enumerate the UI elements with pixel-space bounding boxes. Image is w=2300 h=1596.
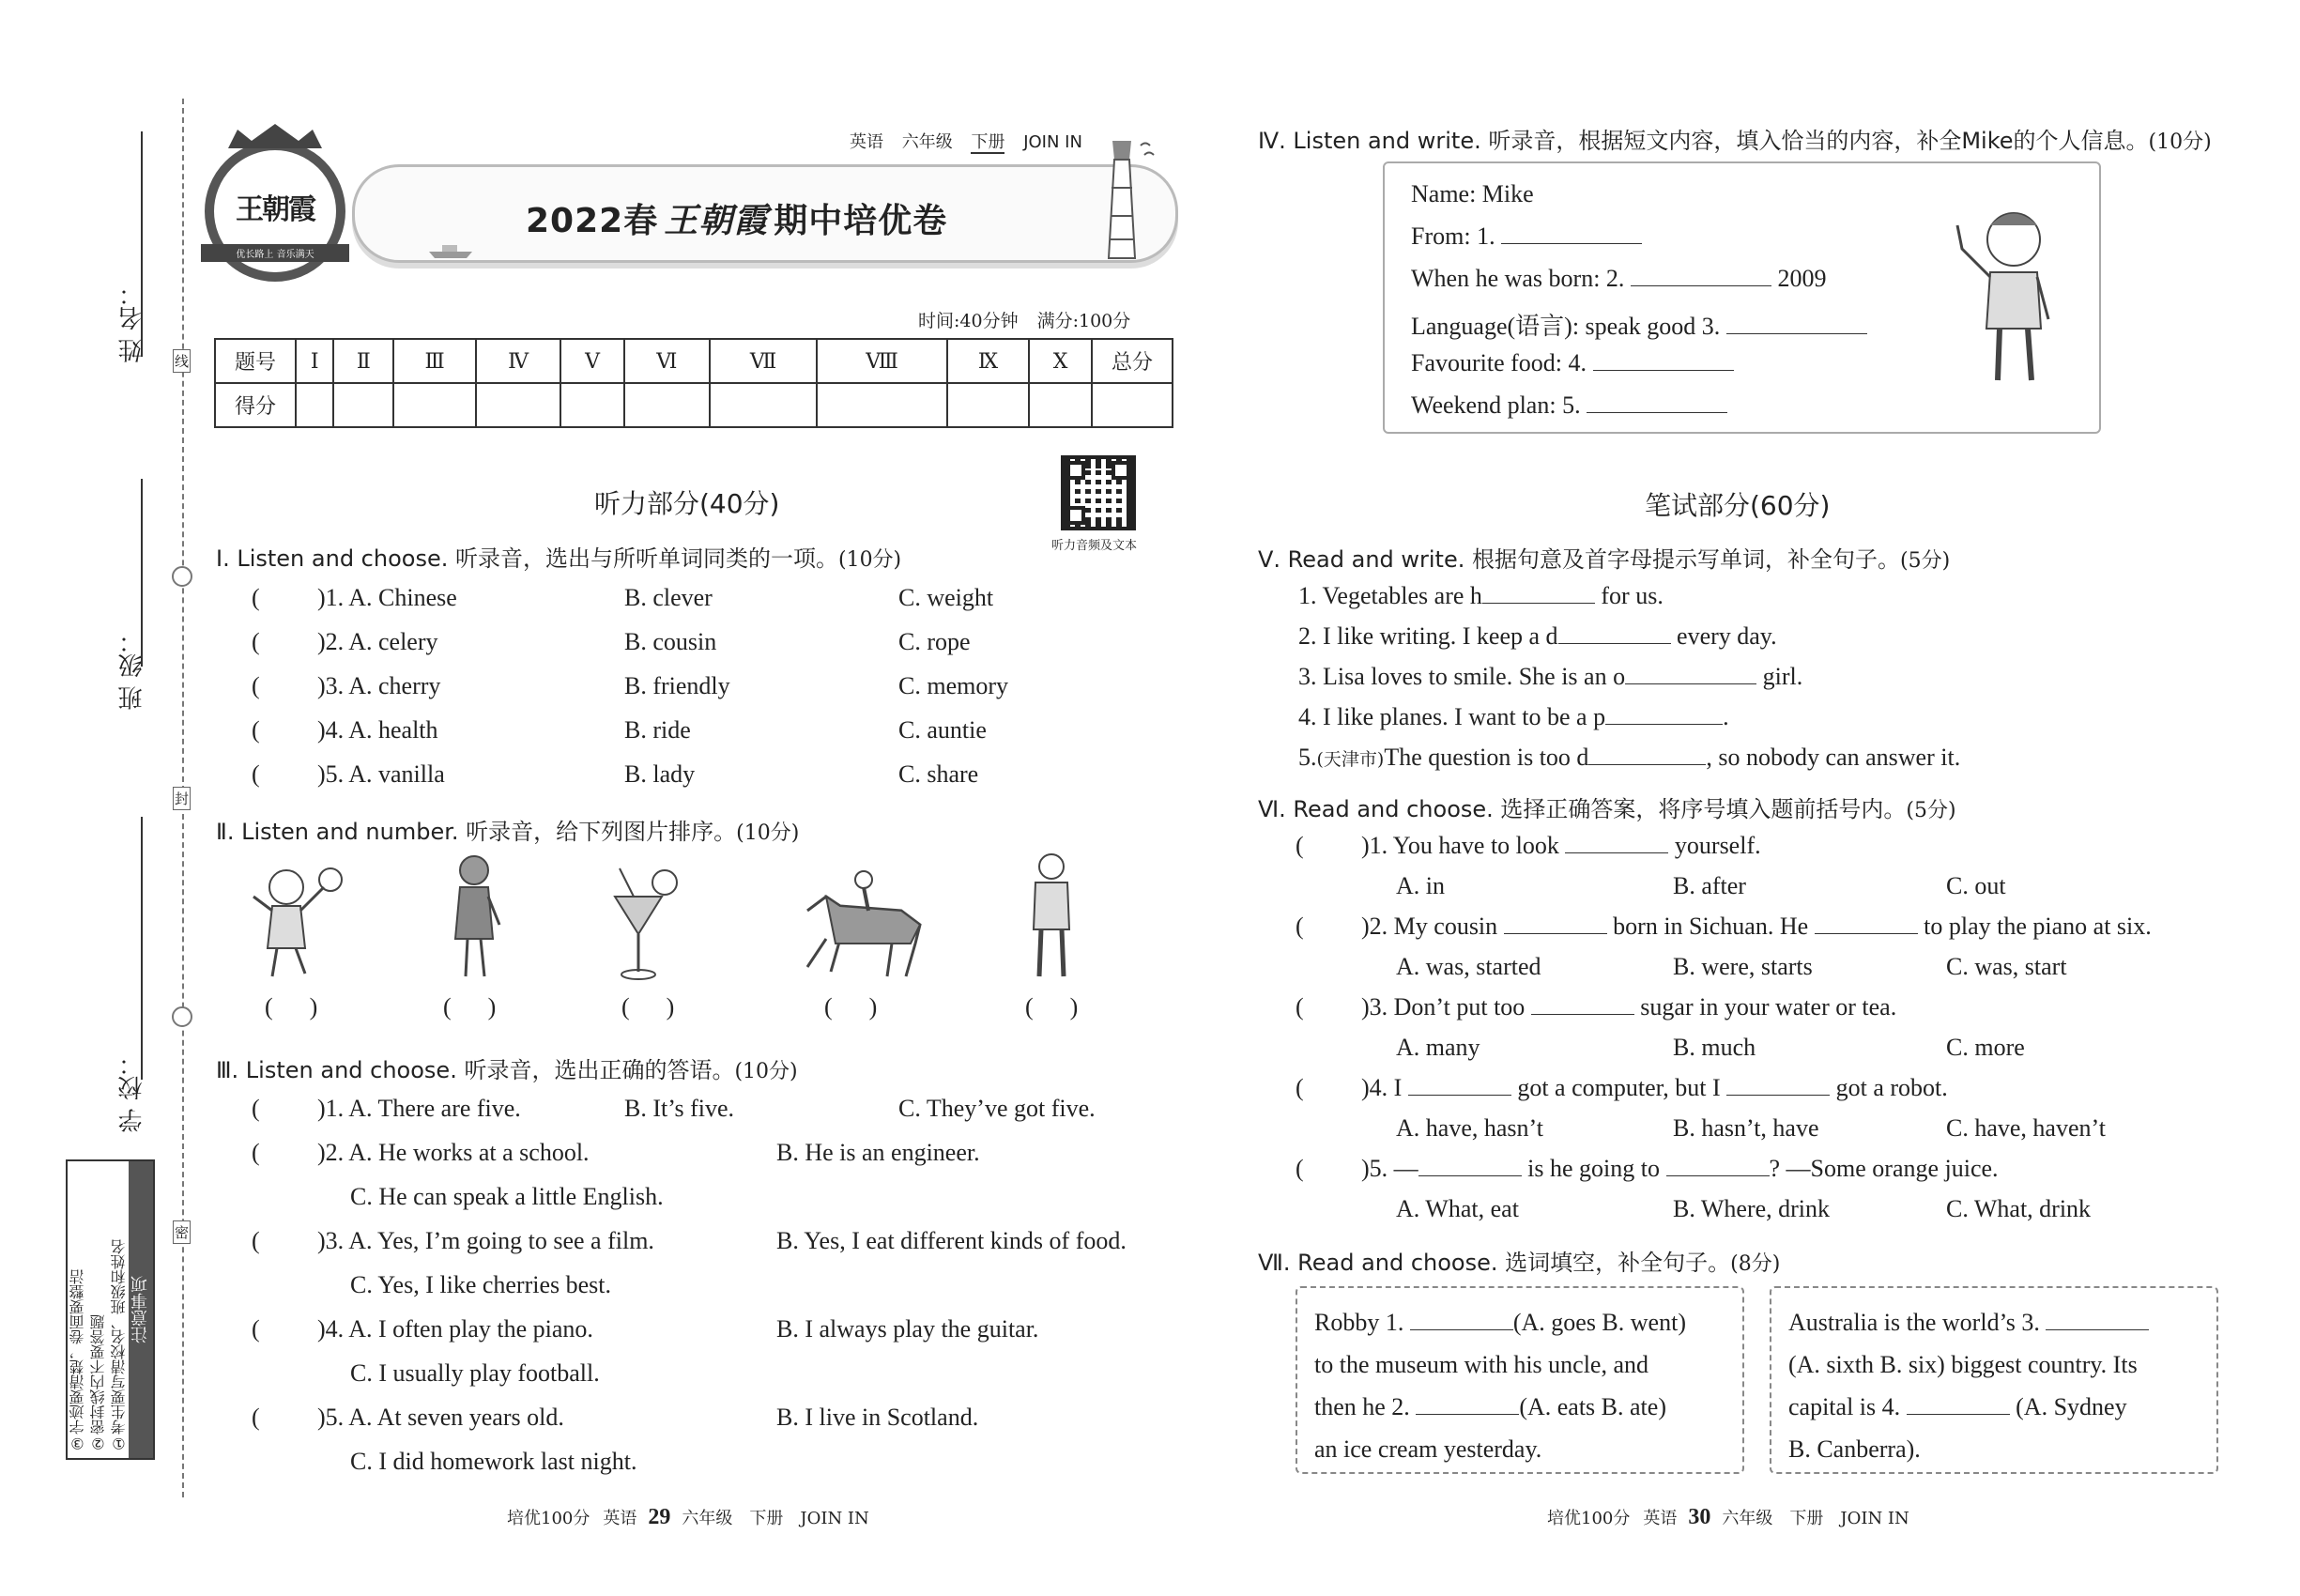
question-text: ? —Some orange juice. bbox=[1769, 1155, 1999, 1182]
cloze-text: Robby 1. bbox=[1314, 1309, 1404, 1336]
answer-blank[interactable] bbox=[1565, 833, 1668, 853]
name-label: 姓 名： bbox=[118, 282, 146, 363]
cloze-line bbox=[1788, 1301, 2200, 1343]
answer-blank[interactable] bbox=[1410, 1310, 1513, 1330]
answer-blank[interactable] bbox=[1531, 994, 1634, 1015]
question-option-c: C. He can speak a little English. bbox=[350, 1183, 664, 1210]
score-input[interactable] bbox=[710, 383, 818, 427]
question-option-a: A. in bbox=[1396, 872, 1445, 899]
question-text: )2. My cousin bbox=[1361, 913, 1498, 940]
footer-subject: 英语 bbox=[1643, 1509, 1678, 1528]
score-input[interactable] bbox=[1029, 383, 1092, 427]
question-option-a: )3. A. cherry bbox=[317, 672, 441, 699]
fill-sentence bbox=[1298, 663, 1802, 691]
table-cell: 题号 bbox=[215, 339, 296, 383]
footer-term: 下册 bbox=[1789, 1509, 1824, 1528]
section-points: (5分) bbox=[1906, 799, 1956, 822]
footer-edition: JOIN IN bbox=[1840, 1509, 1909, 1528]
section-points: (10分) bbox=[837, 548, 902, 572]
answer-blank[interactable] bbox=[1418, 1156, 1522, 1176]
table-cell: Ⅷ bbox=[817, 339, 946, 383]
answer-blank[interactable] bbox=[1593, 350, 1734, 371]
title-suffix: 期中培优卷 bbox=[774, 202, 948, 240]
question-text: is he going to bbox=[1527, 1155, 1661, 1182]
question-option-a: )3. A. Yes, I’m going to see a film. bbox=[317, 1227, 654, 1254]
title-prefix: 2022春 bbox=[526, 202, 659, 240]
heading-text: Ⅴ. Read and write. 根据句意及首字母提示写单词，补全句子。 bbox=[1258, 546, 1900, 573]
score-input[interactable] bbox=[624, 383, 710, 427]
section-points: (8分) bbox=[1730, 1252, 1781, 1276]
note-item: ②密封线内不要答题 bbox=[89, 1314, 107, 1452]
answer-blank[interactable] bbox=[1726, 1075, 1830, 1096]
time-limit: 时间:40分钟 bbox=[918, 311, 1019, 331]
score-input[interactable] bbox=[560, 383, 623, 427]
info-label: From: 1. bbox=[1411, 223, 1495, 250]
table-cell: Ⅹ bbox=[1029, 339, 1092, 383]
answer-bracket[interactable]: ( bbox=[1296, 993, 1304, 1021]
section-3-heading bbox=[216, 1051, 798, 1084]
table-cell: Ⅸ bbox=[947, 339, 1030, 383]
section-5-heading bbox=[1258, 541, 1950, 574]
fill-sentence bbox=[1298, 622, 1777, 651]
sentence-number: 5. bbox=[1298, 744, 1317, 771]
info-label: Favourite food: 4. bbox=[1411, 349, 1587, 376]
answer-bracket[interactable]: ( bbox=[1296, 1074, 1304, 1101]
info-born bbox=[1411, 265, 1826, 293]
footer-grade: 六年级 bbox=[682, 1509, 733, 1528]
fill-sentence bbox=[1298, 744, 1960, 772]
cloze-line: B. Canberra). bbox=[1788, 1435, 1921, 1463]
footer-series: 培优100分 bbox=[1547, 1509, 1631, 1528]
answer-bracket[interactable]: ( ) bbox=[443, 993, 497, 1021]
table-cell: Ⅲ bbox=[393, 339, 476, 383]
heading-text: Ⅶ. Read and choose. 选词填空，补全句子。 bbox=[1258, 1250, 1731, 1276]
question-option-c: C. auntie bbox=[898, 716, 987, 744]
notes-box bbox=[66, 1159, 155, 1460]
school-label: 学 校： bbox=[118, 1051, 146, 1133]
table-cell: Ⅴ bbox=[560, 339, 623, 383]
choice-question bbox=[1361, 1155, 1999, 1183]
cloze-text: then he 2. bbox=[1314, 1393, 1410, 1420]
question-option-b: B. much bbox=[1673, 1034, 1756, 1061]
answer-blank[interactable] bbox=[1726, 314, 1867, 334]
question-option-c: C. was, start bbox=[1946, 953, 2067, 980]
question-option-c: C. out bbox=[1946, 872, 2006, 899]
heading-text: Ⅳ. Listen and write. 听录音，根据短文内容，填入恰当的内容，补全Mike的个人信息。 bbox=[1258, 128, 2149, 154]
question-option-c: C. I did homework last night. bbox=[350, 1448, 637, 1475]
question-option-a: A. What, eat bbox=[1396, 1195, 1519, 1222]
qr-caption: 听力音频及文本 bbox=[1051, 539, 1138, 553]
footer-right bbox=[1547, 1505, 1909, 1530]
school-line bbox=[141, 817, 143, 1080]
region-tag: (天津市) bbox=[1316, 749, 1385, 770]
question-option-c: C. They’ve got five. bbox=[898, 1095, 1096, 1122]
drink-glass-picture bbox=[601, 864, 685, 990]
cut-mark: 封 bbox=[173, 787, 191, 810]
question-option-b: B. clever bbox=[624, 584, 713, 611]
choice-question bbox=[1361, 1074, 1948, 1102]
sentence-text: for us. bbox=[1601, 582, 1664, 609]
footer-edition: JOIN IN bbox=[800, 1509, 869, 1528]
answer-bracket[interactable]: ( bbox=[252, 628, 260, 655]
cloze-line: (A. sixth B. six) biggest country. Its bbox=[1788, 1351, 2138, 1378]
grade-label: 六年级 bbox=[901, 132, 953, 152]
fill-sentence bbox=[1298, 582, 1664, 610]
heading-text: Ⅲ. Listen and choose. 听录音，选出正确的答语。 bbox=[216, 1057, 735, 1083]
question-option-a: )1. A. Chinese bbox=[317, 584, 457, 611]
section-points: (10分) bbox=[2148, 130, 2212, 154]
answer-bracket[interactable]: ( bbox=[252, 1404, 260, 1431]
cut-mark: 线 bbox=[173, 349, 191, 373]
qr-code-icon bbox=[1061, 455, 1136, 530]
answer-bracket[interactable]: ( bbox=[252, 1315, 260, 1343]
info-label: When he was born: 2. bbox=[1411, 265, 1625, 292]
score-input[interactable] bbox=[296, 383, 333, 427]
notes-title: 注意事项 bbox=[129, 1161, 153, 1458]
note-item: ③字迹要清楚，卷面要整洁 bbox=[69, 1269, 86, 1452]
choice-question bbox=[1361, 993, 1896, 1021]
question-option-a: )5. A. vanilla bbox=[317, 760, 445, 788]
brand-slogan: 优长路上 音乐满天 bbox=[201, 244, 349, 262]
answer-blank[interactable] bbox=[1482, 583, 1595, 604]
sentence-text: , so nobody can answer it. bbox=[1706, 744, 1961, 771]
brand-name: 王朝霞 bbox=[236, 193, 314, 226]
score-input[interactable] bbox=[817, 383, 946, 427]
question-text: )5. — bbox=[1361, 1155, 1418, 1182]
question-option-b: B. Where, drink bbox=[1673, 1195, 1831, 1222]
answer-bracket[interactable]: ( bbox=[252, 672, 260, 699]
question-option-a: A. many bbox=[1396, 1034, 1480, 1061]
info-from bbox=[1411, 223, 1642, 251]
question-option-c: C. more bbox=[1946, 1034, 2025, 1061]
section-points: (10分) bbox=[736, 821, 800, 845]
answer-bracket[interactable]: ( bbox=[252, 584, 260, 611]
section-points: (5分) bbox=[1900, 549, 1951, 573]
table-cell: 得分 bbox=[215, 383, 296, 427]
question-option-a: )5. A. At seven years old. bbox=[317, 1404, 564, 1431]
score-input[interactable] bbox=[1092, 383, 1173, 427]
question-text: )4. I bbox=[1361, 1074, 1403, 1101]
answer-blank[interactable] bbox=[1408, 1075, 1511, 1096]
title-brand: 王朝霞 bbox=[664, 201, 769, 240]
question-option-b: B. hasn’t, have bbox=[1673, 1114, 1819, 1142]
answer-blank[interactable] bbox=[1815, 913, 1918, 934]
answer-bracket[interactable]: ( ) bbox=[824, 993, 878, 1021]
footer-left bbox=[507, 1505, 869, 1530]
answer-blank[interactable] bbox=[1588, 744, 1706, 765]
sentence-text: every day. bbox=[1677, 622, 1777, 650]
score-input[interactable] bbox=[476, 383, 560, 427]
section-6-heading bbox=[1258, 790, 1956, 823]
question-option-b: B. lady bbox=[624, 760, 696, 788]
answer-blank[interactable] bbox=[1666, 1156, 1770, 1176]
answer-blank[interactable] bbox=[1605, 704, 1723, 725]
question-text: got a computer, but I bbox=[1517, 1074, 1721, 1101]
girl-with-bag-picture bbox=[441, 850, 507, 985]
choice-question bbox=[1361, 913, 2152, 941]
class-label: 班 级： bbox=[118, 629, 146, 711]
info-label: Language(语言): speak good 3. bbox=[1411, 313, 1721, 340]
table-cell: 总分 bbox=[1092, 339, 1173, 383]
table-cell: Ⅰ bbox=[296, 339, 333, 383]
section-4-heading bbox=[1258, 122, 2212, 155]
footer-series: 培优100分 bbox=[507, 1509, 590, 1528]
section-2-heading bbox=[216, 813, 799, 846]
cloze-line bbox=[1314, 1301, 1725, 1343]
sentence-text: 2. I like writing. I keep a d bbox=[1298, 622, 1558, 650]
answer-bracket[interactable]: ( bbox=[1296, 832, 1304, 859]
writing-section-title: 笔试部分(60分) bbox=[1645, 490, 1831, 521]
info-label: Weekend plan: 5. bbox=[1411, 391, 1581, 419]
footer-subject: 英语 bbox=[603, 1509, 637, 1528]
info-language bbox=[1411, 307, 1867, 342]
score-table-header-row bbox=[215, 339, 1173, 383]
lighthouse-icon bbox=[1084, 131, 1159, 267]
cut-mark: 密 bbox=[173, 1220, 191, 1244]
cloze-line bbox=[1788, 1386, 2200, 1428]
sentence-text: . bbox=[1723, 703, 1729, 730]
question-option-b: B. Yes, I eat different kinds of food. bbox=[776, 1227, 1127, 1254]
note-item: ①考生要写清校名、班级和姓名 bbox=[110, 1239, 128, 1452]
sentence-text: 4. I like planes. I want to be a p bbox=[1298, 703, 1606, 730]
answer-blank[interactable] bbox=[1625, 664, 1756, 684]
info-year: 2009 bbox=[1777, 265, 1827, 292]
question-option-a: )2. A. celery bbox=[317, 628, 438, 655]
cloze-choices: (A. eats B. ate) bbox=[1519, 1393, 1666, 1420]
answer-bracket[interactable]: ( bbox=[1296, 1155, 1304, 1182]
sentence-text: 3. Lisa loves to smile. She is an o bbox=[1298, 663, 1626, 690]
question-text: )1. You have to look bbox=[1361, 832, 1559, 859]
answer-blank[interactable] bbox=[1907, 1394, 2010, 1415]
horse-rider-picture bbox=[789, 868, 939, 985]
answer-blank[interactable] bbox=[1558, 623, 1671, 644]
question-option-b: B. after bbox=[1673, 872, 1746, 899]
question-option-c: C. I usually play football. bbox=[350, 1359, 600, 1387]
man-engineer-picture bbox=[1019, 850, 1084, 985]
brand-crown-icon bbox=[223, 122, 327, 150]
score-table-row bbox=[215, 383, 1173, 427]
score-table bbox=[214, 338, 1173, 428]
info-food bbox=[1411, 349, 1734, 377]
listening-section-title: 听力部分(40分) bbox=[594, 488, 780, 519]
question-option-a: )4. A. health bbox=[317, 716, 438, 744]
page-number: 30 bbox=[1688, 1505, 1711, 1529]
footer-grade: 六年级 bbox=[1722, 1509, 1773, 1528]
question-text: born in Sichuan. He bbox=[1613, 913, 1809, 940]
question-text: yourself. bbox=[1674, 832, 1761, 859]
full-score: 满分:100分 bbox=[1036, 311, 1131, 331]
question-option-a: )2. A. He works at a school. bbox=[317, 1139, 590, 1166]
fill-sentence bbox=[1298, 703, 1729, 731]
answer-blank[interactable] bbox=[1504, 913, 1607, 934]
answer-bracket[interactable]: ( ) bbox=[1025, 993, 1079, 1021]
cloze-choices: (A. Sydney bbox=[2016, 1393, 2127, 1420]
sentence-text: girl. bbox=[1762, 663, 1803, 690]
header-meta bbox=[850, 129, 1082, 153]
cloze-line bbox=[1314, 1386, 1725, 1428]
heading-text: Ⅱ. Listen and number. 听录音，给下列图片排序。 bbox=[216, 819, 737, 845]
question-option-b: B. were, starts bbox=[1673, 953, 1813, 980]
answer-bracket[interactable]: ( bbox=[252, 716, 260, 744]
answer-blank[interactable] bbox=[1631, 266, 1771, 286]
question-text: to play the piano at six. bbox=[1924, 913, 2152, 940]
answer-blank[interactable] bbox=[1587, 392, 1727, 413]
answer-bracket[interactable]: ( ) bbox=[621, 993, 675, 1021]
page-title bbox=[526, 194, 947, 242]
answer-bracket[interactable]: ( ) bbox=[265, 993, 318, 1021]
question-option-a: )1. A. There are five. bbox=[317, 1095, 521, 1122]
table-cell: Ⅳ bbox=[476, 339, 560, 383]
answer-blank[interactable] bbox=[1416, 1394, 1519, 1415]
section-1-heading bbox=[216, 540, 901, 573]
answer-bracket[interactable]: ( bbox=[252, 1095, 260, 1122]
question-option-b: B. I always play the guitar. bbox=[776, 1315, 1039, 1343]
cloze-box-1 bbox=[1296, 1286, 1744, 1474]
cloze-text: Australia is the world’s 3. bbox=[1788, 1309, 2040, 1336]
section-7-heading bbox=[1258, 1244, 1780, 1277]
term-label: 下册 bbox=[971, 132, 1005, 152]
brand-logo bbox=[205, 141, 345, 282]
question-option-b: B. friendly bbox=[624, 672, 730, 699]
question-option-b: B. It’s five. bbox=[624, 1095, 734, 1122]
question-option-b: B. I live in Scotland. bbox=[776, 1404, 979, 1431]
question-option-b: B. He is an engineer. bbox=[776, 1139, 980, 1166]
score-input[interactable] bbox=[393, 383, 476, 427]
sentence-text: 1. Vegetables are h bbox=[1298, 582, 1482, 609]
question-option-a: A. have, hasn’t bbox=[1396, 1114, 1543, 1142]
cloze-choices: (A. goes B. went) bbox=[1512, 1309, 1686, 1336]
question-option-a: A. was, started bbox=[1396, 953, 1541, 980]
boy-waving-net-picture bbox=[244, 859, 347, 985]
sentence-text: The question is too d bbox=[1384, 744, 1589, 771]
info-name: Name: Mike bbox=[1411, 180, 1534, 207]
cloze-text: capital is 4. bbox=[1788, 1393, 1901, 1420]
answer-bracket[interactable]: ( bbox=[252, 1227, 260, 1254]
edition-label: JOIN IN bbox=[1023, 132, 1082, 152]
question-option-c: C. memory bbox=[898, 672, 1008, 699]
ship-icon bbox=[427, 242, 474, 263]
answer-bracket[interactable]: ( bbox=[252, 1139, 260, 1166]
binding-hole bbox=[172, 566, 192, 587]
question-text: got a robot. bbox=[1835, 1074, 1948, 1101]
question-text: sugar in your water or tea. bbox=[1640, 993, 1897, 1021]
exam-time bbox=[918, 307, 1130, 332]
cloze-line: an ice cream yesterday. bbox=[1314, 1435, 1542, 1463]
table-cell: Ⅱ bbox=[333, 339, 393, 383]
table-cell: Ⅵ bbox=[624, 339, 710, 383]
question-option-b: B. ride bbox=[624, 716, 691, 744]
question-option-c: C. weight bbox=[898, 584, 994, 611]
footer-term: 下册 bbox=[749, 1509, 784, 1528]
answer-blank[interactable] bbox=[2046, 1310, 2149, 1330]
info-plan bbox=[1411, 391, 1727, 420]
cloze-box-2 bbox=[1770, 1286, 2218, 1474]
choice-question bbox=[1361, 832, 1761, 860]
section-points: (10分) bbox=[734, 1060, 798, 1083]
answer-bracket[interactable]: ( bbox=[252, 760, 260, 788]
table-cell: Ⅶ bbox=[710, 339, 818, 383]
question-option-c: C. share bbox=[898, 760, 979, 788]
question-option-c: C. Yes, I like cherries best. bbox=[350, 1271, 612, 1298]
question-text: )3. Don’t put too bbox=[1361, 993, 1526, 1021]
binding-hole bbox=[172, 1006, 192, 1027]
subject-label: 英语 bbox=[850, 132, 883, 152]
question-option-c: C. rope bbox=[898, 628, 971, 655]
boy-pointing-picture bbox=[1943, 197, 2075, 398]
question-option-c: C. What, drink bbox=[1946, 1195, 2092, 1222]
question-option-b: B. cousin bbox=[624, 628, 717, 655]
question-option-a: )4. A. I often play the piano. bbox=[317, 1315, 593, 1343]
answer-bracket[interactable]: ( bbox=[1296, 913, 1304, 940]
score-input[interactable] bbox=[947, 383, 1030, 427]
cloze-line: to the museum with his uncle, and bbox=[1314, 1351, 1649, 1378]
score-input[interactable] bbox=[333, 383, 393, 427]
heading-text: Ⅵ. Read and choose. 选择正确答案，将序号填入题前括号内。 bbox=[1258, 796, 1907, 822]
answer-blank[interactable] bbox=[1501, 223, 1642, 244]
heading-text: Ⅰ. Listen and choose. 听录音，选出与所听单词同类的一项。 bbox=[216, 545, 838, 572]
page-number: 29 bbox=[648, 1505, 671, 1529]
question-option-c: C. have, haven’t bbox=[1946, 1114, 2106, 1142]
